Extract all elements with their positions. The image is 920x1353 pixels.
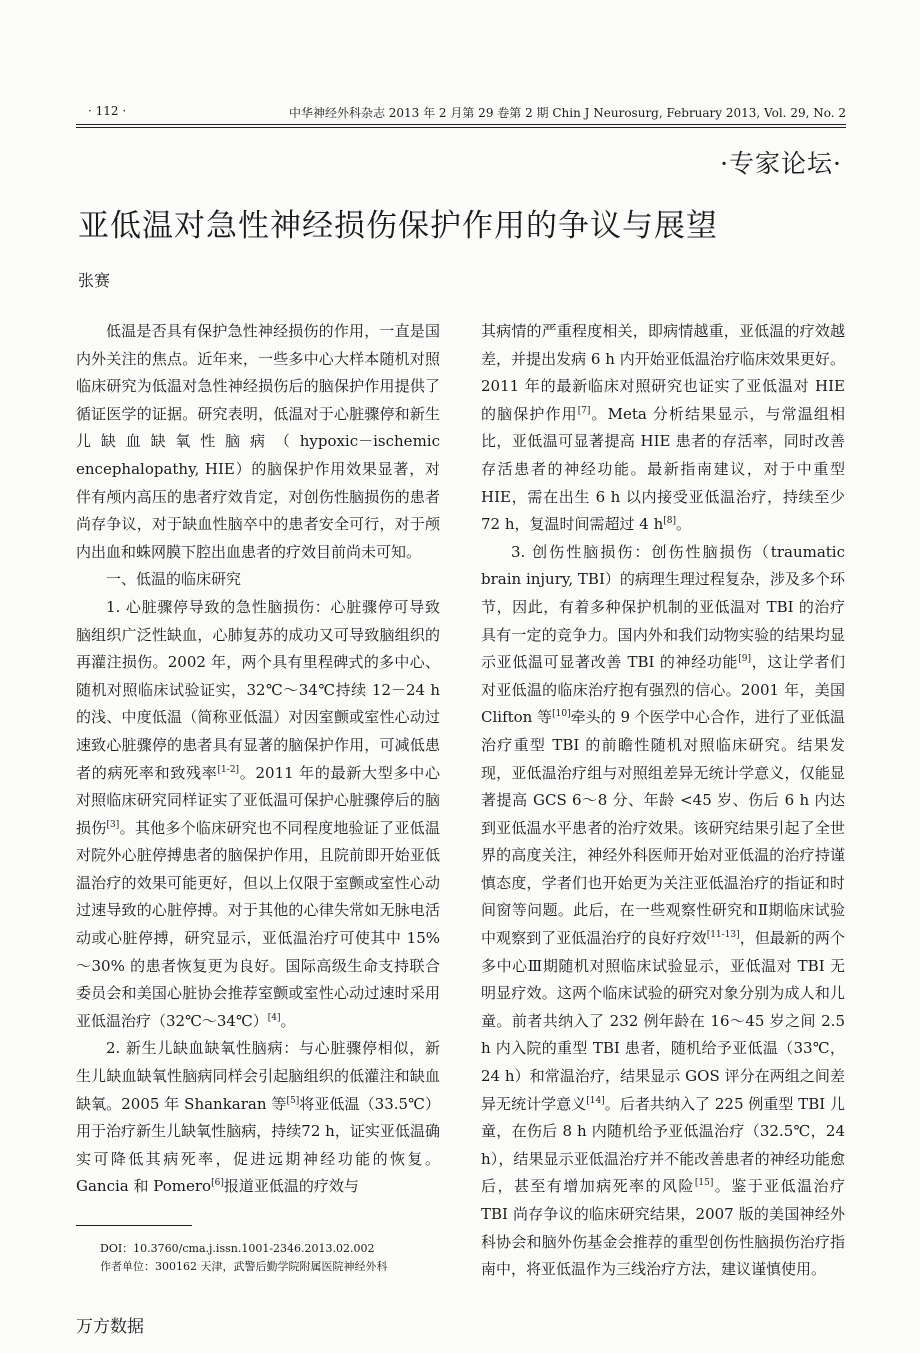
paragraph: 1. 心脏骤停导致的急性脑损伤：心脏骤停可导致脑组织广泛性缺血，心肺复苏的成功又可导致脑组织的再灌注损伤。2002 年，两个具有里程碑式的多中心、随机对照临床试验证实，32℃～34℃持续 12－24 h 的浅、中度低温（简称亚低温）对因室颤或室性心动过速致心脏骤停的患者具有显著的脑保护作用，可减低患者的病死率和致残率[1-2]。2011 年的最新大型多中心对照临床研究同样证实了亚低温可保护心脏骤停后的脑损伤[3]。其他多个临床研究也不同程度地验证了亚低温对院外心脏停搏患者的脑保护作用，且院前即开始亚低温治疗的效果可能更好，但以上仅限于室颤或室性心动过速导致的心脏停搏。对于其他的心律失常如无脉电活动或心脏停搏，研究显示，亚低温治疗可使其中 15%～30% 的患者恢复更为良好。国际高级生命支持联合委员会和美国心脏协会推荐室颤或室性心动过速时采用亚低温治疗（32℃～34℃）[4]。 [76, 597, 440, 1030]
section-heading: 一、低温的临床研究 [106, 570, 242, 589]
right-column [481, 318, 845, 1284]
citation: [6] [211, 1178, 224, 1189]
citation: [4] [267, 1012, 281, 1023]
citation: [15] [694, 1178, 714, 1189]
citation: [14] [586, 1095, 605, 1106]
citation: [11-13] [706, 930, 740, 941]
header-rule [76, 124, 846, 125]
author-affiliation: 作者单位：300162 天津，武警后勤学院附属医院神经外科 [100, 1260, 388, 1273]
citation: [8] [663, 516, 677, 527]
paragraph: 2. 新生儿缺血缺氧性脑病：与心脏骤停相似，新生儿缺血缺氧性脑病同样会引起脑组织的低灌注和缺血缺氧。2005 年 Shankaran 等[5]将亚低温（33.5℃）用于治疗新生儿缺氧性脑病，持续72 h，证实亚低温确实可降低其病死率，促进远期神经功能的恢复。Gancia 和 Pomero[6]报道亚低温的疗效与 [76, 1039, 440, 1196]
watermark: 万方数据 [76, 1317, 144, 1337]
running-header: 中华神经外科杂志 2013 年 2 月第 29 卷第 2 期 Chin J Neurosurg, February 2013, Vol. 29, No. 2 [288, 106, 846, 120]
author: 张赛 [78, 271, 111, 290]
citation: [1-2] [217, 764, 240, 775]
citation: [7] [577, 405, 591, 416]
citation: [9] [738, 654, 751, 665]
header-rule-2 [76, 127, 846, 128]
paragraph: 其病情的严重程度相关，即病情越重，亚低温的疗效越差，并提出发病 6 h 内开始亚低温治疗临床效果更好。2011 年的最新临床对照研究也证实了亚低温对 HIE 的脑保护作用[7]。Meta 分析结果显示，与常温组相比，亚低温可显著提高 HIE 患者的存活率，同时改善存活患者的神经功能。最新指南建议，对于中重型 HIE，需在出生 6 h 以内接受亚低温治疗，持续至少 72 h，复温时间需超过 4 h[8]。 [481, 322, 845, 534]
left-column [76, 318, 440, 1201]
citation: [5] [286, 1095, 300, 1106]
section-label: ·专家论坛· [720, 149, 842, 178]
doi: DOI：10.3760/cma.j.issn.1001-2346.2013.02.002 [100, 1242, 375, 1255]
footnote-rule [76, 1225, 192, 1226]
citation: [10] [552, 709, 571, 720]
paragraph: 3. 创伤性脑损伤：创伤性脑损伤（traumatic brain injury, TBI）的病理生理过程复杂，涉及多个环节，因此，有着多种保护机制的亚低温对 TBI 的治疗具有一定的竞争力。国内外和我们动物实验的结果均显示亚低温可显著改善 TBI 的神经功能[9]，这让学者们对亚低温的临床治疗抱有强烈的信心。2001 年，美国 Clifton 等[10]牵头的 9 个医学中心合作，进行了亚低温治疗重型 TBI 的前瞻性随机对照临床研究。结果发现，亚低温治疗组与对照组差异无统计学意义，仅能显著提高 GCS 6～8 分、年龄 <45 岁、伤后 6 h 内达到亚低温水平患者的治疗效果。该研究结果引起了全世界的高度关注，神经外科医师开始对亚低温的治疗持谨慎态度，学者们也开始更为关注亚低温治疗的指证和时间窗等问题。此后，在一些观察性研究和Ⅱ期临床试验中观察到了亚低温治疗的良好疗效[11-13]，但最新的两个多中心Ⅲ期随机对照临床试验显示，亚低温对 TBI 无明显疗效。这两个临床试验的研究对象分别为成人和儿童。前者共纳入了 232 例年龄在 16～45 岁之间 2.5 h 内入院的重型 TBI 患者，随机给予亚低温（33℃，24 h）和常温治疗，结果显示 GOS 评分在两组之间差异无统计学意义[14]。后者共纳入了 225 例重型 TBI 儿童，在伤后 8 h 内随机给予亚低温治疗（32.5℃，24 h），结果显示亚低温治疗并不能改善患者的神经功能愈后，甚至有增加病死率的风险[15]。鉴于亚低温治疗 TBI 尚存争议的临床研究结果，2007 版的美国神经外科协会和脑外伤基金会推荐的重型创伤性脑损伤治疗指南中，将亚低温作为三线治疗方法，建议谨慎使用。 [481, 542, 845, 1279]
page-number: · 112 · [88, 104, 127, 118]
article-title: 亚低温对急性神经损伤保护作用的争议与展望 [78, 208, 718, 244]
paragraph: 低温是否具有保护急性神经损伤的作用，一直是国内外关注的焦点。近年来，一些多中心大样本随机对照临床研究为低温对急性神经损伤后的脑保护作用提供了循证医学的证据。研究表明，低温对于心脏骤停和新生儿缺血缺氧性脑病（hypoxic－ischemic encephalopathy, HIE）的脑保护作用效果显著，对伴有颅内高压的患者疗效肯定，对创伤性脑损伤的患者尚存争议，对于缺血性脑卒中的患者安全可行，对于颅内出血和蛛网膜下腔出血患者的疗效目前尚未可知。 [76, 322, 440, 561]
citation: [3] [106, 819, 120, 830]
